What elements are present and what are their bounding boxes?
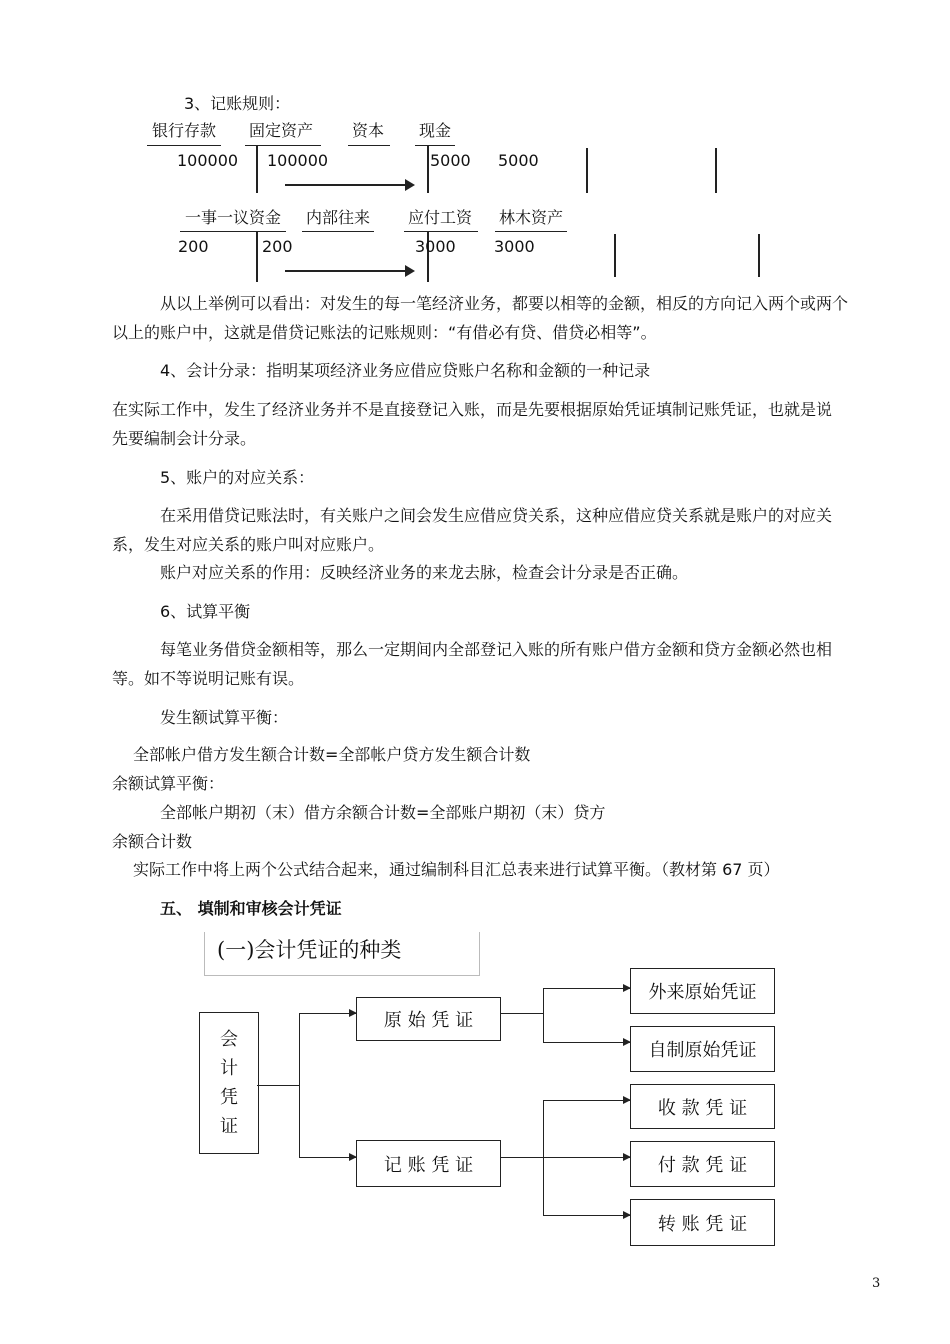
connector-line bbox=[500, 1157, 543, 1158]
paragraph-line: 等。如不等说明记账有误。 bbox=[112, 669, 305, 688]
connector-arrow bbox=[543, 988, 630, 989]
account-underline bbox=[348, 145, 390, 146]
amount: 100000 bbox=[177, 151, 239, 170]
account-name: 内部往来 bbox=[306, 208, 371, 227]
account-name: 银行存款 bbox=[152, 121, 217, 140]
diagram-root-box bbox=[199, 1012, 259, 1154]
connector-line bbox=[543, 1100, 544, 1216]
leaf-box: 付 款 凭 证 bbox=[630, 1141, 775, 1187]
account-name: 林木资产 bbox=[499, 208, 564, 227]
formula: 余额合计数 bbox=[112, 832, 193, 851]
amount: 200 bbox=[262, 237, 293, 256]
formula: 全部帐户期初（末）借方余额合计数=全部账户期初（末）贷方 bbox=[160, 803, 606, 822]
account-name: 固定资产 bbox=[249, 121, 314, 140]
subheading: 余额试算平衡： bbox=[112, 774, 225, 793]
account-underline bbox=[147, 145, 221, 146]
connector-arrow bbox=[299, 1013, 356, 1014]
paragraph-line: 从以上举例可以看出：对发生的每一笔经济业务，都要以相等的金额，相反的方向记入两个或两个 bbox=[160, 294, 849, 313]
t-account-divider bbox=[586, 148, 588, 193]
connector-arrow bbox=[299, 1157, 356, 1158]
paragraph-line: 先要编制会计分录。 bbox=[112, 429, 257, 448]
connector-line bbox=[257, 1085, 299, 1086]
account-name: 现金 bbox=[419, 121, 452, 140]
diagram-title: (一)会计凭证的种类 bbox=[204, 932, 480, 976]
account-name: 一事一议资金 bbox=[185, 208, 282, 227]
connector-arrow bbox=[543, 1215, 630, 1216]
page-number: 3 bbox=[872, 1276, 881, 1291]
amount: 3000 bbox=[415, 237, 456, 256]
paragraph-line: 每笔业务借贷金额相等，那么一定期间内全部登记入账的所有账户借方金额和贷方金额必然也相 bbox=[160, 640, 833, 659]
t-account-divider bbox=[256, 232, 258, 282]
t-account-divider bbox=[256, 146, 258, 193]
subheading: 发生额试算平衡： bbox=[160, 708, 289, 727]
paragraph-line: 以上的账户中，这就是借贷记账法的记账规则：“有借必有贷、借贷必相等”。 bbox=[112, 323, 657, 342]
account-underline bbox=[180, 231, 286, 232]
connector-arrow bbox=[543, 1042, 630, 1043]
leaf-box: 收 款 凭 证 bbox=[630, 1084, 775, 1129]
account-underline bbox=[404, 231, 478, 232]
amount: 100000 bbox=[267, 151, 329, 170]
connector-line bbox=[299, 1013, 300, 1158]
t-account-divider bbox=[758, 234, 760, 277]
section-5-heading: 5、账户的对应关系： bbox=[160, 468, 315, 487]
account-underline bbox=[495, 231, 567, 232]
flow-arrow bbox=[285, 184, 413, 186]
paragraph-line: 在实际工作中，发生了经济业务并不是直接登记入账，而是先要根据原始凭证填制记账凭证，也就是说 bbox=[112, 400, 833, 419]
root-char: 证 bbox=[220, 1116, 238, 1137]
account-name: 资本 bbox=[352, 121, 385, 140]
root-char: 计 bbox=[220, 1058, 238, 1079]
root-char: 会 bbox=[220, 1029, 238, 1050]
paragraph-line: 实际工作中将上两个公式结合起来，通过编制科目汇总表来进行试算平衡。（教材第 67 页） bbox=[133, 860, 780, 879]
t-account-divider bbox=[715, 148, 717, 193]
leaf-box: 自制原始凭证 bbox=[630, 1026, 775, 1072]
leaf-box: 转 账 凭 证 bbox=[630, 1199, 775, 1246]
amount: 3000 bbox=[494, 237, 535, 256]
section-3-heading: 3、记账规则： bbox=[184, 94, 291, 113]
connector-line bbox=[500, 1013, 543, 1014]
connector-arrow bbox=[543, 1100, 630, 1101]
account-underline bbox=[415, 145, 455, 146]
branch-box-original-voucher: 原 始 凭 证 bbox=[356, 997, 501, 1041]
section-five-heading: 五、 填制和审核会计凭证 bbox=[160, 899, 342, 918]
leaf-box: 外来原始凭证 bbox=[630, 968, 775, 1014]
root-char: 凭 bbox=[220, 1087, 238, 1108]
paragraph-line: 账户对应关系的作用：反映经济业务的来龙去脉，检查会计分录是否正确。 bbox=[160, 563, 689, 582]
section-4-heading: 4、会计分录：指明某项经济业务应借应贷账户名称和金额的一种记录 bbox=[160, 361, 651, 380]
t-account-divider bbox=[614, 234, 616, 277]
account-name: 应付工资 bbox=[408, 208, 473, 227]
connector-line bbox=[543, 988, 544, 1043]
amount: 5000 bbox=[498, 151, 539, 170]
t-account-divider bbox=[427, 146, 429, 193]
account-underline bbox=[302, 231, 374, 232]
paragraph-line: 在采用借贷记账法时，有关账户之间会发生应借应贷关系，这种应借应贷关系就是账户的对应关 bbox=[160, 506, 833, 525]
flow-arrow bbox=[285, 270, 413, 272]
paragraph-line: 系，发生对应关系的账户叫对应账户。 bbox=[112, 535, 385, 554]
branch-box-bookkeeping-voucher: 记 账 凭 证 bbox=[356, 1140, 501, 1187]
connector-arrow bbox=[543, 1157, 630, 1158]
formula: 全部帐户借方发生额合计数=全部帐户贷方发生额合计数 bbox=[133, 745, 531, 764]
section-6-heading: 6、试算平衡 bbox=[160, 602, 251, 621]
amount: 200 bbox=[178, 237, 209, 256]
amount: 5000 bbox=[430, 151, 471, 170]
